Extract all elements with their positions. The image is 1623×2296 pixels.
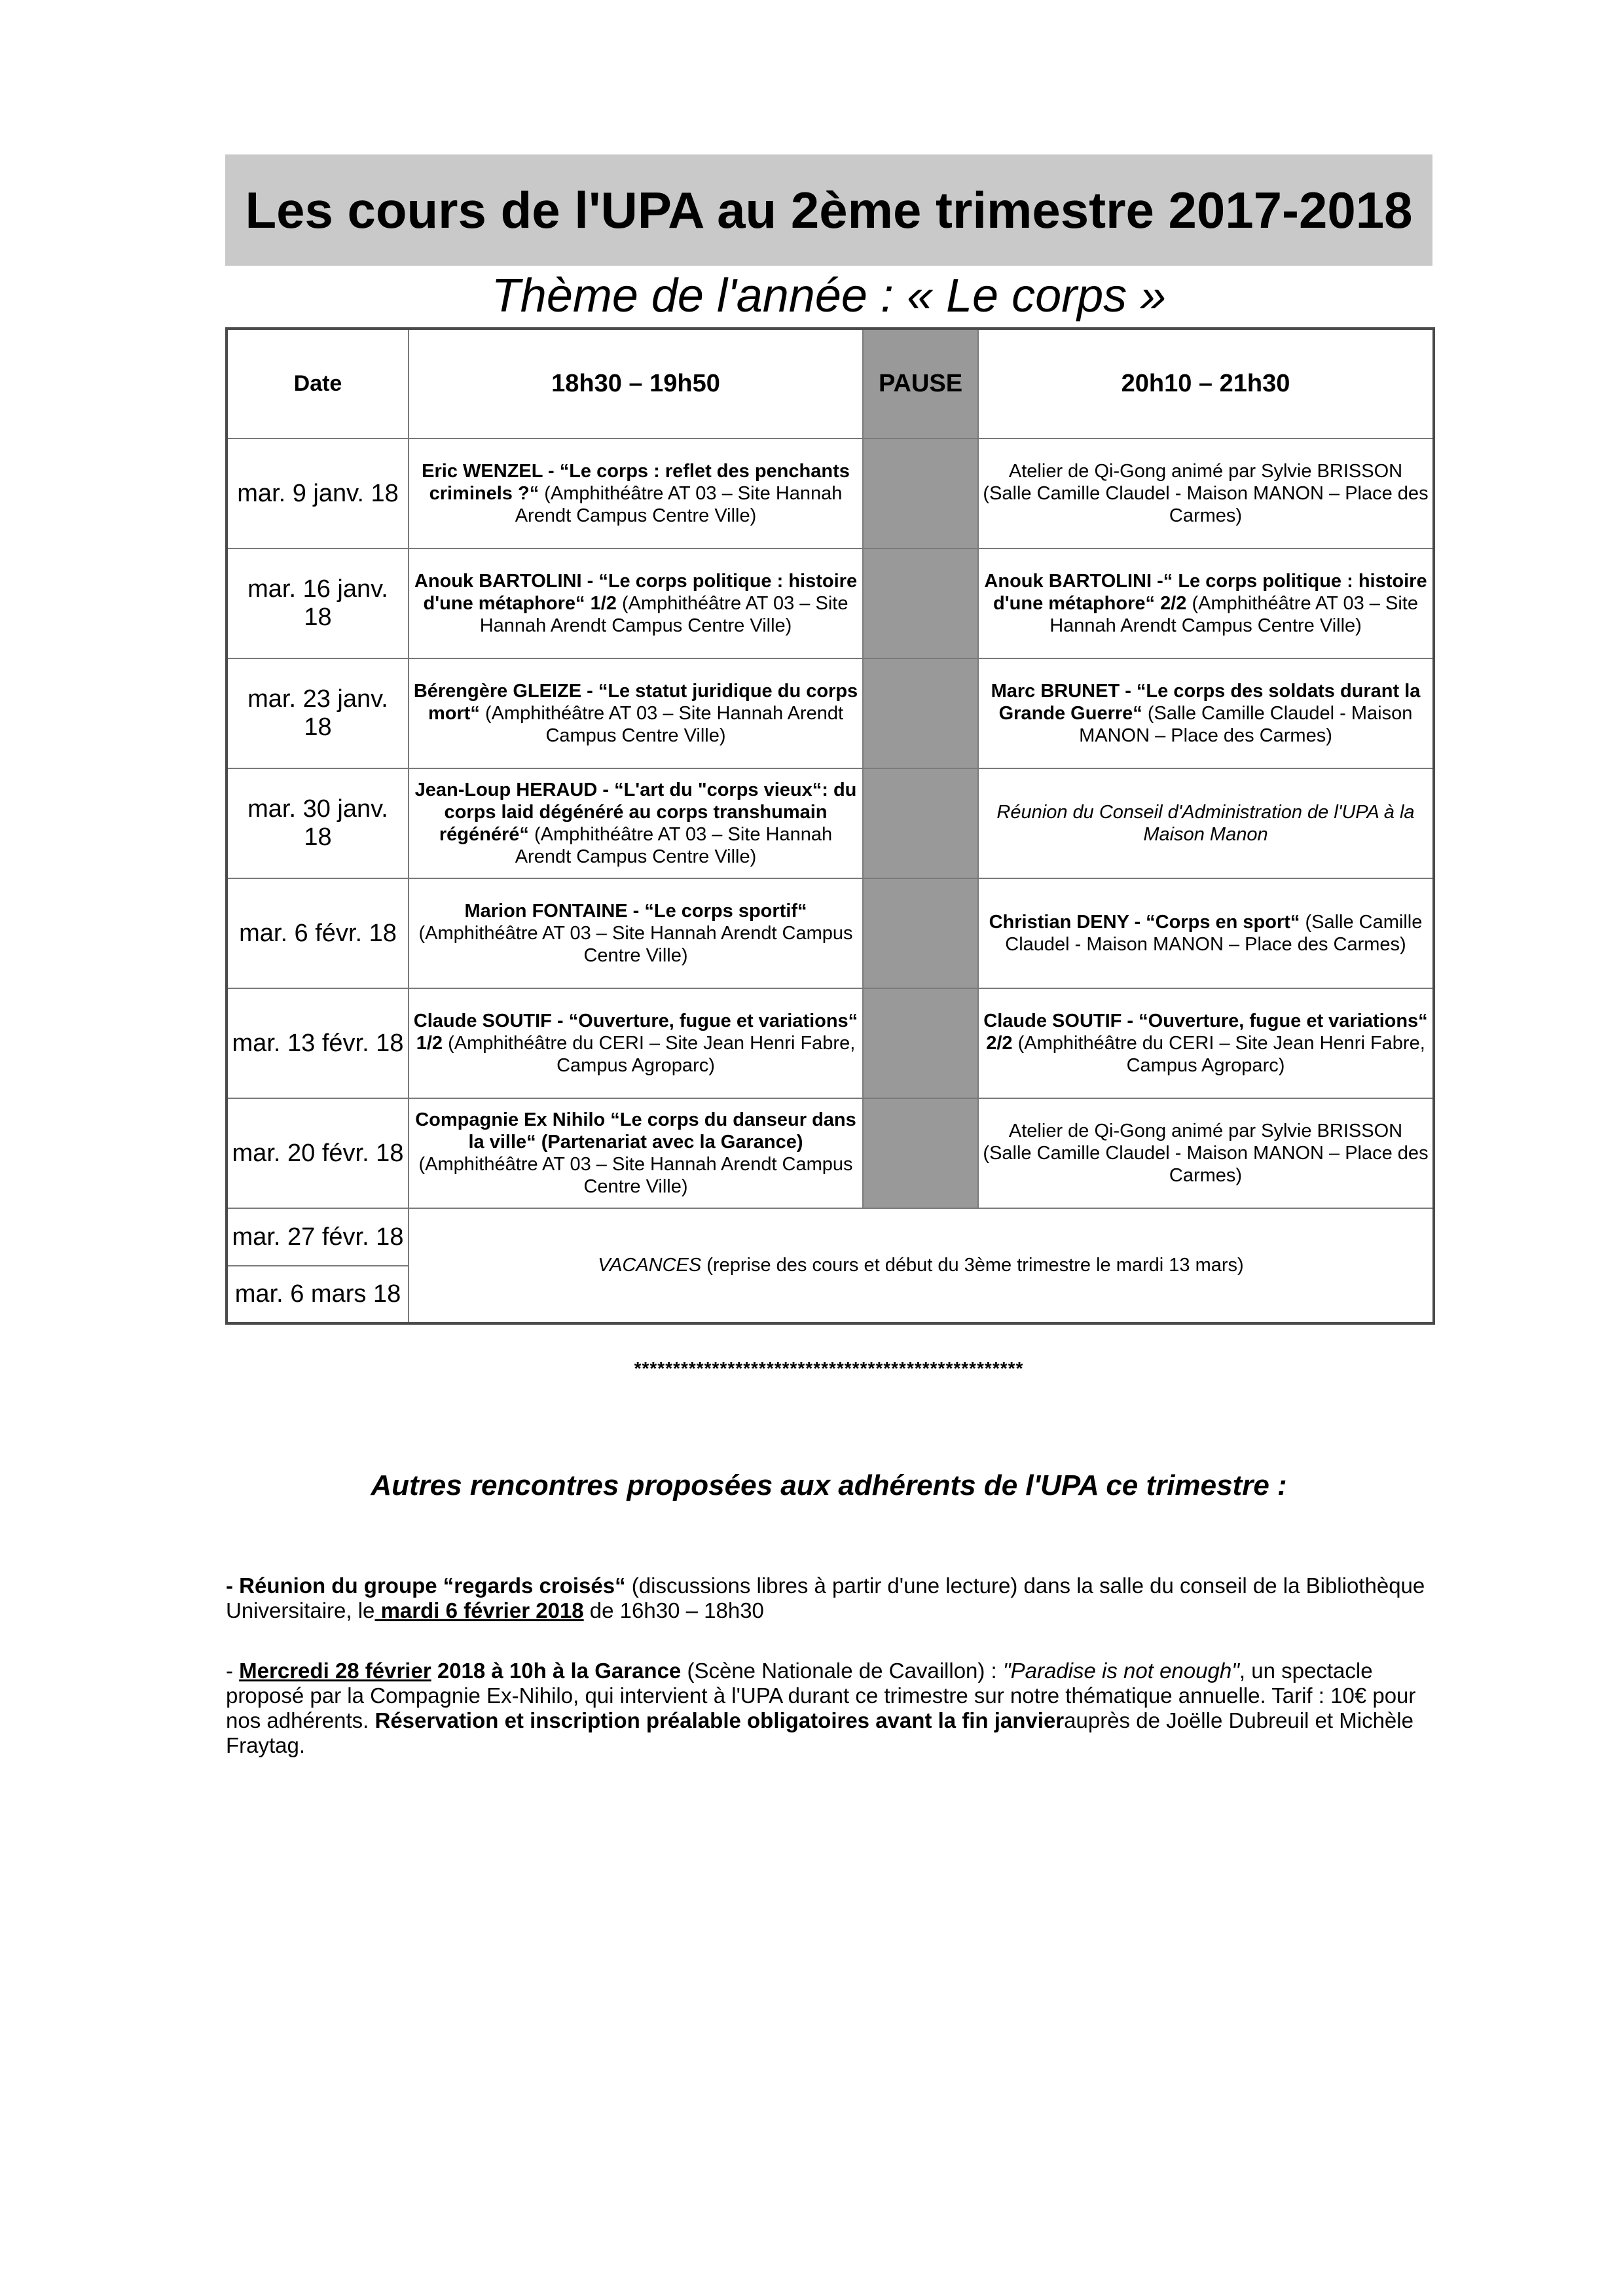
session-title: Anouk BARTOLINI -“ Le corps politique : histoire d'une métaphore“ 2/2: [984, 571, 1427, 614]
session-location: (Amphithéâtre AT 03 – Site Hannah Arendt Campus Centre Ville): [418, 923, 853, 966]
session-location: (Amphithéâtre AT 03 – Site Hannah Arendt Campus Centre Ville): [479, 703, 844, 746]
page-title: Les cours de l'UPA au 2ème trimestre 2017-2018: [245, 181, 1413, 239]
session-slot2: [978, 658, 1434, 768]
vacation-cell: [409, 1208, 1434, 1323]
session-location: (Amphithéâtre AT 03 – Site Hannah Arendt Campus Centre Ville): [515, 483, 843, 526]
table-row: [227, 439, 1434, 548]
row-date: mar. 30 janv. 18: [227, 768, 409, 878]
session-title: Marc BRUNET - “Le corps des soldats durant la Grande Guerre“: [991, 681, 1421, 724]
session-slot1: [409, 439, 863, 548]
pause-cell: [863, 439, 978, 548]
session-location: Atelier de Qi-Gong animé par Sylvie BRISSON (Salle Camille Claudel - Maison MANON – Place des Carmes): [983, 461, 1429, 526]
table-row: [227, 548, 1434, 658]
theme-subtitle: Thème de l'année : « Le corps »: [491, 270, 1167, 322]
session-title: Anouk BARTOLINI - “Le corps politique : histoire d'une métaphore“ 1/2: [414, 571, 858, 614]
session-slot1: [409, 548, 863, 658]
session-location: (Salle Camille Claudel - Maison MANON – Place des Carmes): [1079, 703, 1413, 746]
session-slot1: [409, 988, 863, 1098]
session-title: Eric WENZEL - “Le corps : reflet des penchants criminels ?“: [422, 461, 850, 504]
session-location: (Amphithéâtre AT 03 – Site Hannah Arendt Campus Centre Ville): [479, 593, 848, 636]
session-title: Claude SOUTIF - “Ouverture, fugue et variations“ 2/2: [983, 1011, 1428, 1054]
table-row: [227, 1098, 1434, 1208]
vacation-note: (reprise des cours et début du 3ème trimestre le mardi 13 mars): [701, 1255, 1244, 1276]
title-band: [225, 154, 1432, 266]
para-text: de 16h30 – 18h30: [583, 1598, 764, 1623]
row-date: mar. 9 janv. 18: [227, 439, 409, 548]
header-slot1: 18h30 – 19h50: [409, 329, 863, 439]
para-lead: - Réunion du groupe “regards croisés“: [226, 1573, 626, 1598]
header-date: Date: [227, 329, 409, 439]
row-date: mar. 13 févr. 18: [227, 988, 409, 1098]
show-title: "Paradise is not enough": [1002, 1659, 1239, 1683]
session-title: Claude SOUTIF - “Ouverture, fugue et variations“ 1/2: [413, 1011, 858, 1054]
session-slot2: [978, 548, 1434, 658]
para-text: (Scène Nationale de Cavaillon) :: [681, 1659, 1003, 1683]
session-location: (Amphithéâtre du CERI – Site Jean Henri Fabre, Campus Agroparc): [1012, 1033, 1425, 1076]
session-slot1: [409, 768, 863, 878]
table-row: [227, 1208, 1434, 1266]
session-slot1: [409, 1098, 863, 1208]
table-row: [227, 768, 1434, 878]
session-slot2: [978, 988, 1434, 1098]
session-location: (Amphithéâtre AT 03 – Site Hannah Arendt Campus Centre Ville): [418, 1154, 853, 1197]
table-row: [227, 658, 1434, 768]
para-emphasis: Réservation et inscription préalable obligatoires avant la fin janvier: [374, 1708, 1065, 1732]
session-slot2: [978, 439, 1434, 548]
para-date: Mercredi 28 février: [239, 1659, 431, 1683]
row-date: mar. 27 févr. 18: [227, 1208, 409, 1266]
separator: **************************************************: [634, 1358, 1024, 1378]
session-location: (Amphithéâtre AT 03 – Site Hannah Arendt Campus Centre Ville): [515, 824, 833, 867]
session-slot2: Réunion du Conseil d'Administration de l'UPA à la Maison Manon: [978, 768, 1434, 878]
header-pause: PAUSE: [863, 329, 978, 439]
row-date: mar. 6 mars 18: [227, 1266, 409, 1323]
pause-cell: [863, 548, 978, 658]
session-title: Christian DENY - “Corps en sport“: [989, 912, 1300, 933]
para-text: (discussions libres à partir d'une lecture) dans la salle du conseil de la Bibliothèque Universitaire, le: [226, 1573, 1425, 1623]
session-location: Atelier de Qi-Gong animé par Sylvie BRISSON (Salle Camille Claudel - Maison MANON – Place des Carmes): [983, 1121, 1429, 1186]
session-slot2: [978, 878, 1434, 988]
paragraph-garance: [226, 1659, 1433, 1758]
session-title: Bérengère GLEIZE - “Le statut juridique du corps mort“: [413, 681, 858, 724]
session-location: (Amphithéâtre du CERI – Site Jean Henri Fabre, Campus Agroparc): [443, 1033, 856, 1076]
table-row: [227, 878, 1434, 988]
para-dash: -: [226, 1659, 240, 1683]
para-lead: 2018 à 10h à la Garance: [431, 1659, 682, 1683]
table-row: [227, 988, 1434, 1098]
row-date: mar. 6 févr. 18: [227, 878, 409, 988]
vacation-label: VACANCES: [598, 1255, 702, 1276]
session-title: Marion FONTAINE - “Le corps sportif“: [464, 901, 807, 922]
para-text: , un spectacle proposé par la Compagnie Ex-Nihilo, qui intervient à l'UPA durant ce trimestre sur notre thématique annuelle. Tarif : 10€ pour nos adhérents.: [226, 1659, 1416, 1732]
pause-cell: [863, 988, 978, 1098]
session-title: Compagnie Ex Nihilo “Le corps du danseur dans la ville“ (Partenariat avec la Garance): [415, 1109, 856, 1153]
schedule-table: [225, 327, 1435, 1325]
session-title: Jean-Loup HERAUD - “L'art du "corps vieux“: du corps laid dégénéré au corps transhumain régénéré“: [414, 780, 857, 845]
pause-cell: [863, 658, 978, 768]
row-date: mar. 16 janv. 18: [227, 548, 409, 658]
pause-cell: [863, 1098, 978, 1208]
header-slot2: 20h10 – 21h30: [978, 329, 1434, 439]
row-date: mar. 20 févr. 18: [227, 1098, 409, 1208]
paragraph-regards-croises: [226, 1573, 1433, 1623]
para-text: auprès de Joëlle Dubreuil et Michèle Fraytag.: [226, 1708, 1413, 1757]
session-slot1: [409, 658, 863, 768]
pause-cell: [863, 768, 978, 878]
pause-cell: [863, 878, 978, 988]
section-heading: Autres rencontres proposées aux adhérents de l'UPA ce trimestre :: [371, 1469, 1287, 1501]
table-header-row: [227, 329, 1434, 439]
session-slot1: [409, 878, 863, 988]
session-slot2: [978, 1098, 1434, 1208]
row-date: mar. 23 janv. 18: [227, 658, 409, 768]
session-location: (Amphithéâtre AT 03 – Site Hannah Arendt Campus Centre Ville): [1049, 593, 1418, 636]
session-location: (Salle Camille Claudel - Maison MANON – Place des Carmes): [1005, 912, 1423, 955]
para-date: mardi 6 février 2018: [374, 1598, 584, 1623]
